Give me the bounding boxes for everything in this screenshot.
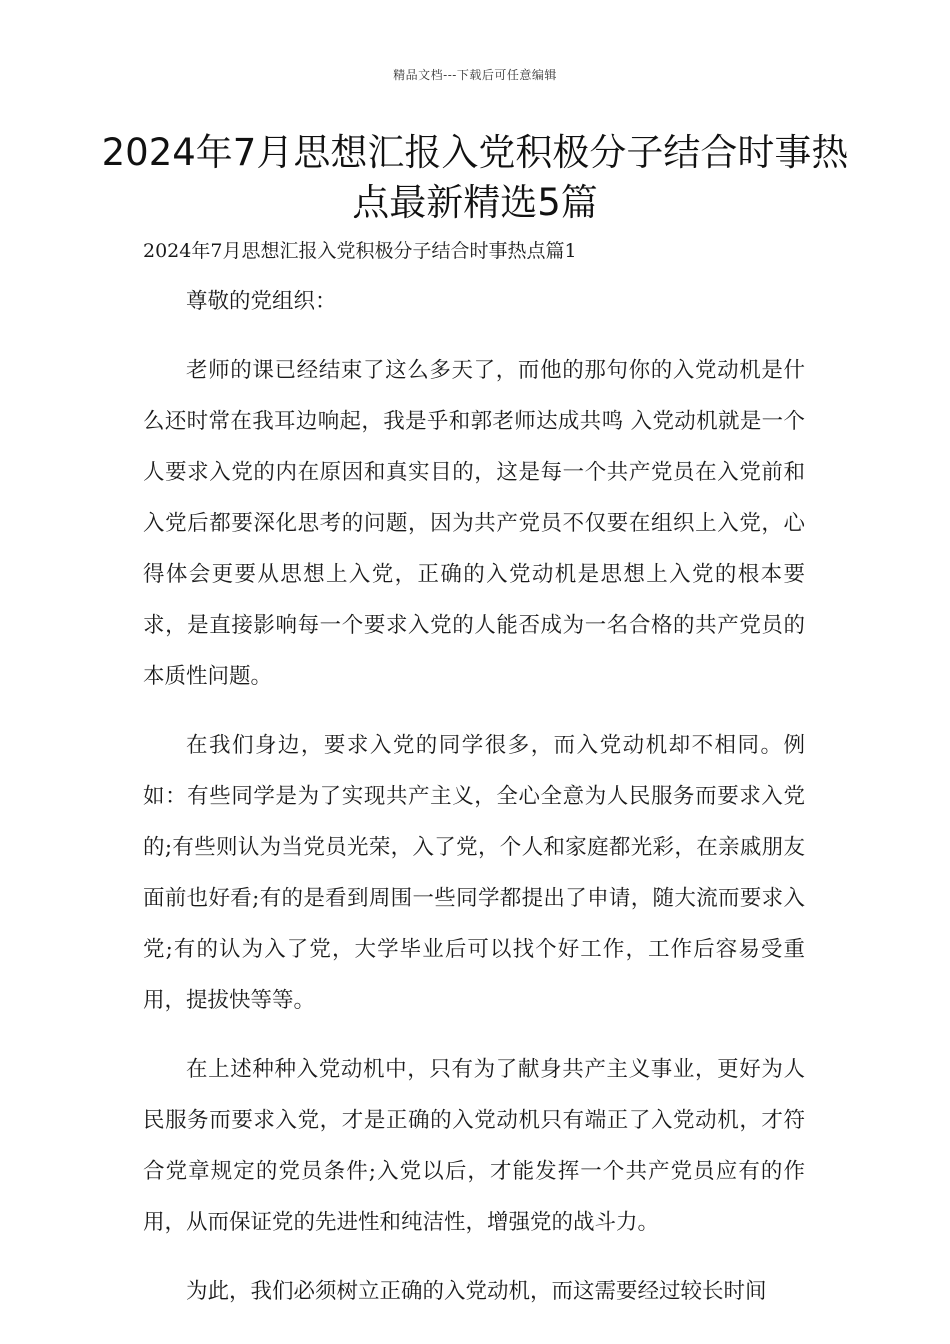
body-paragraph: 为此，我们必须树立正确的入党动机，而这需要经过较长时间 <box>186 1279 767 1304</box>
body-paragraph: 在上述种种入党动机中，只有为了献身共产主义事业，更好为人民服务而要求入党，才是正确的入党动机只有端正了入党动机，才符合党章规定的党员条件;入党以后，才能发挥一个共产党员应有的作用，从而保证党的先进性和纯洁性，增强党的战斗力。 <box>143 1057 805 1235</box>
header-note: 精品文档---下载后可任意编辑 <box>393 68 557 82</box>
section-heading: 2024年7月思想汇报入党积极分子结合时事热点篇1 <box>143 240 577 262</box>
document-title: 2024年7月思想汇报入党积极分子结合时事热点最新精选5篇 <box>101 131 849 224</box>
body-paragraph: 老师的课已经结束了这么多天了，而他的那句你的入党动机是什么还时常在我耳边响起，我是乎和郭老师达成共鸣 入党动机就是一个人要求入党的内在原因和真实目的，这是每一个共产党员在入党前和入党后都要深化思考的问题，因为共产党员不仅要在组织上入党，心得体会更要从思想上入党，正确的入党动机是思想上入党的根本要求，是直接影响每一个要求入党的人能否成为一名合格的共产党员的本质性问题。 <box>143 358 805 689</box>
salutation: 尊敬的党组织： <box>186 289 337 314</box>
body-paragraph: 在我们身边，要求入党的同学很多，而入党动机却不相同。例如：有些同学是为了实现共产主义，全心全意为人民服务而要求入党的;有些则认为当党员光荣，入了党，个人和家庭都光彩，在亲戚朋友面前也好看;有的是看到周围一些同学都提出了申请，随大流而要求入党;有的认为入了党，大学毕业后可以找个好工作，工作后容易受重用，提拔快等等。 <box>143 733 805 1013</box>
document-body <box>143 276 805 1335</box>
